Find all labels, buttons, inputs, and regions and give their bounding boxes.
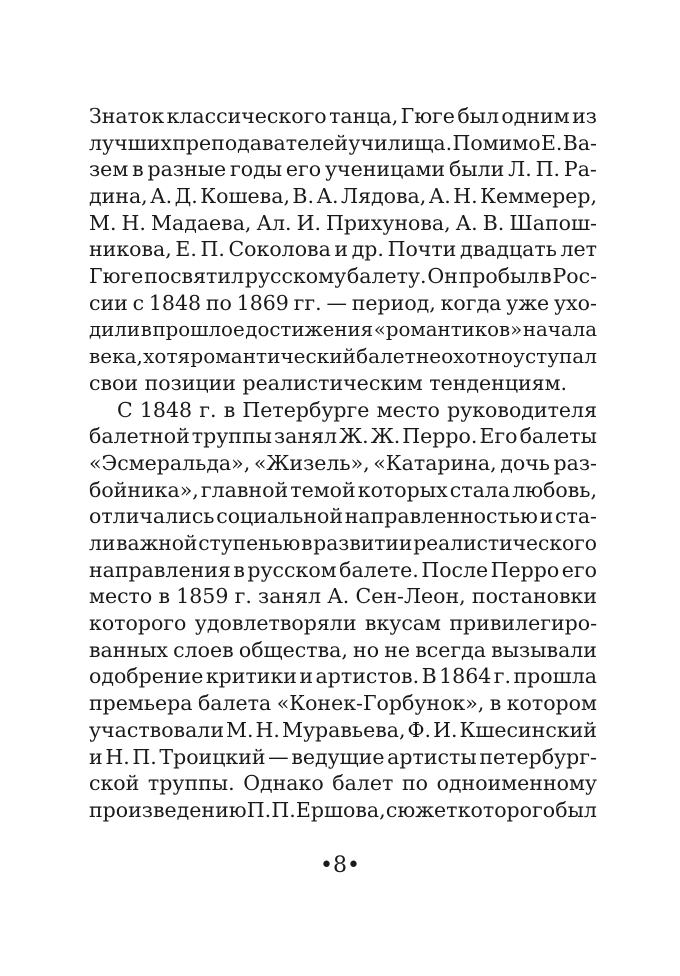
text-line: лучших преподавателей училища. Помимо Е. Ва-: [89, 130, 597, 155]
text-line: бойника», главной темой которых стала любовь,: [89, 477, 597, 502]
text-line: зем в разные годы его ученицами были Л. П. Ра-: [89, 157, 597, 182]
text-line: сии с 1848 по 1869 гг. — период, когда уже ухо-: [89, 290, 597, 315]
page-body: [89, 103, 597, 824]
text-line: балетной труппы занял Ж. Ж. Перро. Его балеты: [89, 424, 597, 449]
text-line: М. Н. Мадаева, Ал. И. Прихунова, А. В. Шапош-: [89, 210, 597, 235]
paragraph: [89, 103, 597, 397]
text-line: направления в русском балете. После Перро его: [89, 557, 597, 582]
text-line: дили в прошлое достижения «романтиков» начала: [89, 317, 597, 341]
text-line: участвовали М. Н. Муравьева, Ф. И. Кшесинский: [89, 717, 597, 742]
text-line: «Эсмеральда», «Жизель», «Катарина, дочь раз-: [89, 450, 597, 475]
text-line: никова, Е. П. Соколова и др. Почти двадцать лет: [89, 237, 597, 262]
text-line: премьера балета «Конек-Горбунок», в котором: [89, 691, 597, 716]
text-line: дина, А. Д. Кошева, В. А. Лядова, А. Н. Кеммерер,: [89, 184, 597, 209]
text-line: ской труппы. Однако балет по одноименному: [89, 771, 597, 796]
text-line: ли важной ступенью в развитии реалистического: [89, 531, 597, 555]
text-line: С 1848 г. в Петербурге место руководителя: [117, 397, 597, 422]
text-line: произведению П. П. Ершова, сюжет которого был: [89, 797, 597, 822]
text-line: свои позиции реалистическим тенденциям.: [89, 370, 568, 395]
text-line: века, хотя романтический балет неохотно уступал: [89, 344, 597, 369]
paragraph: [89, 397, 597, 824]
text-line: Знаток классического танца, Гюге был одним из: [89, 104, 597, 128]
text-line: место в 1859 г. занял А. Сен-Леон, постановки: [89, 584, 597, 609]
text-line: которого удовлетворяли вкусам привилегиро-: [89, 611, 597, 636]
text-line: ванных слоев общества, но не всегда вызывали: [89, 637, 597, 662]
page-number: •8•: [320, 853, 360, 878]
text-line: отличались социальной направленностью и ста-: [89, 504, 597, 529]
text-line: и Н. П. Троицкий — ведущие артисты петербург-: [89, 744, 597, 769]
text-line: Гюге посвятил русскому балету. Он пробыл в Рос-: [89, 264, 597, 289]
text-line: одобрение критики и артистов. В 1864 г. прошла: [89, 664, 597, 689]
